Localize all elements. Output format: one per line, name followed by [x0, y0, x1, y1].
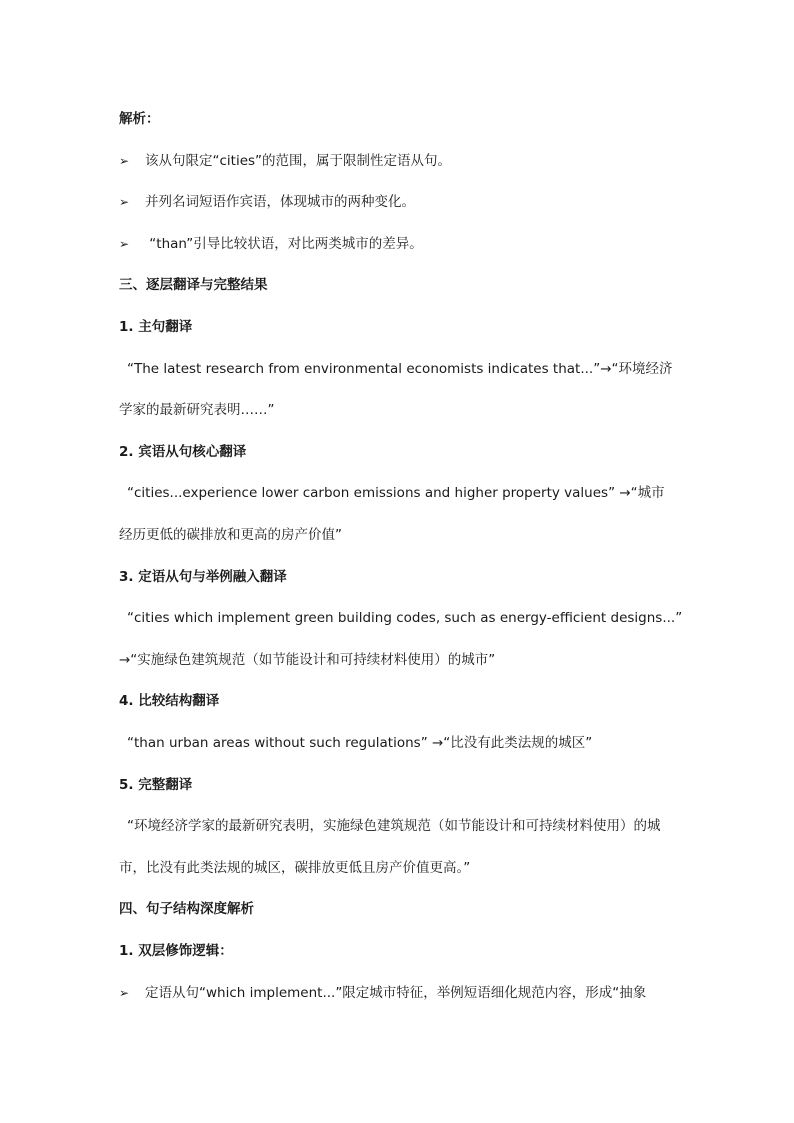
paragraph-line: “环境经济学家的最新研究表明，实施绿色建筑规范（如节能设计和可持续材料使用）的城 — [127, 818, 661, 834]
paragraph-line: “cities which implement green building codes, such as energy-efficient designs...” — [127, 610, 683, 626]
subheading-4: 4. 比较结构翻译 — [119, 693, 220, 709]
paragraph-line: 经历更低的碳排放和更高的房产价值” — [119, 527, 342, 543]
section-heading-4: 四、句子结构深度解析 — [119, 901, 254, 917]
arrow-bullet-icon: ➢ — [119, 986, 130, 1000]
subheading-3: 3. 定语从句与举例融入翻译 — [119, 569, 287, 585]
subheading-1: 1. 主句翻译 — [119, 319, 193, 335]
arrow-bullet-icon: ➢ — [119, 237, 130, 251]
paragraph-line: “The latest research from environmental economists indicates that...”→“环境经济 — [127, 361, 673, 377]
subheading-5: 5. 完整翻译 — [119, 777, 193, 793]
arrow-bullet-icon: ➢ — [119, 154, 130, 168]
bullet-text: 并列名词短语作宾语，体现城市的两种变化。 — [145, 194, 415, 210]
section-heading-3: 三、逐层翻译与完整结果 — [119, 277, 268, 293]
bullet-item — [119, 983, 679, 1003]
paragraph-line: “cities...experience lower carbon emissions and higher property values” →“城市 — [127, 485, 665, 501]
bullet-item — [119, 192, 679, 212]
bullet-text: “than”引导比较状语，对比两类城市的差异。 — [145, 236, 423, 252]
subheading-2: 2. 宾语从句核心翻译 — [119, 444, 247, 460]
paragraph-line: 学家的最新研究表明……” — [119, 402, 275, 418]
arrow-bullet-icon: ➢ — [119, 195, 130, 209]
bullet-item — [119, 234, 679, 254]
paragraph-line: →“实施绿色建筑规范（如节能设计和可持续材料使用）的城市” — [119, 652, 496, 668]
bullet-text: 定语从句“which implement...”限定城市特征，举例短语细化规范内容，形成“抽象 — [145, 985, 647, 1001]
bullet-item — [119, 151, 679, 171]
subheading-4-1: 1. 双层修饰逻辑： — [119, 943, 233, 959]
paragraph-line: “than urban areas without such regulations” →“比没有此类法规的城区” — [127, 735, 593, 751]
bullet-text: 该从句限定“cities”的范围，属于限制性定语从句。 — [145, 153, 452, 169]
analysis-heading: 解析： — [119, 111, 160, 127]
paragraph-line: 市，比没有此类法规的城区，碳排放更低且房产价值更高。” — [119, 860, 471, 876]
